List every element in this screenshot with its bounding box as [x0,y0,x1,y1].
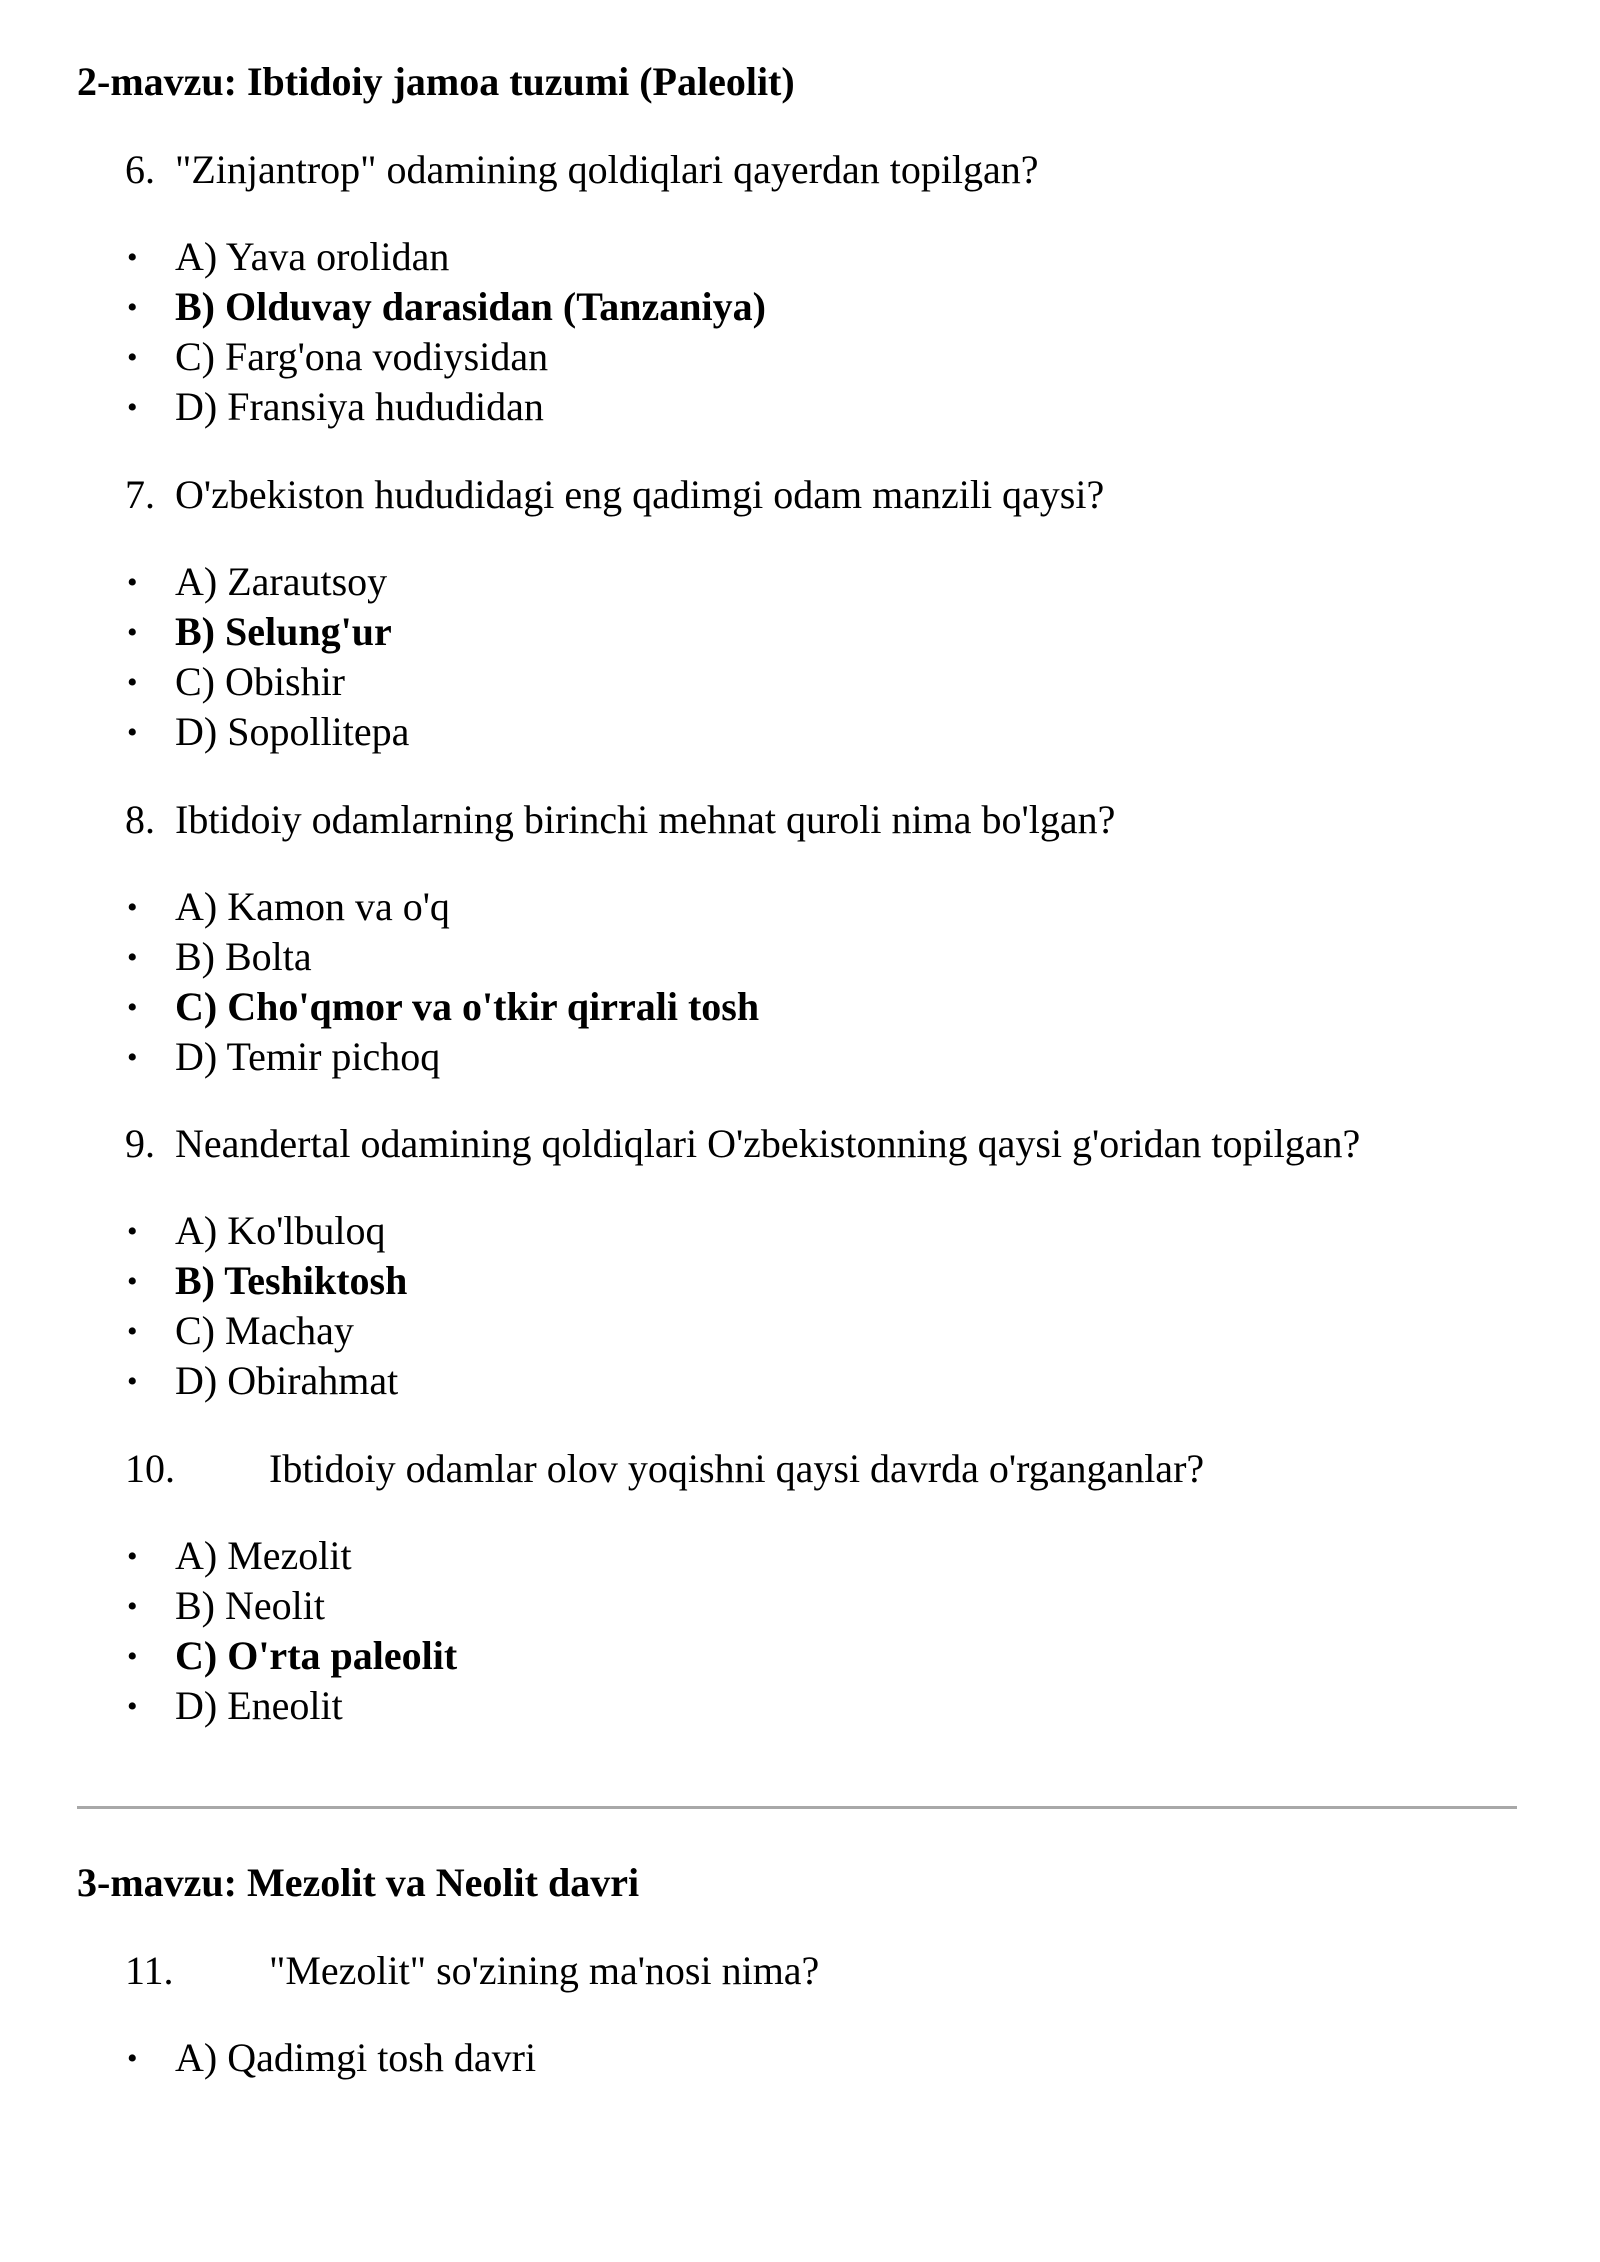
options-list-6 [125,232,766,432]
horizontal-divider [77,1806,1517,1809]
bullet-icon: • [127,991,138,1024]
bullet-icon: • [127,241,138,274]
bullet-icon: • [127,2042,138,2075]
bullet-icon: • [127,1590,138,1623]
option-text: A) Zarautsoy [175,559,388,604]
option-item-correct [125,607,409,657]
option-text: C) Cho'qmor va o'tkir qirrali tosh [175,984,760,1029]
option-item-correct [125,1256,407,1306]
option-text: A) Kamon va o'q [175,884,450,929]
bullet-icon: • [127,1215,138,1248]
question-number: 8. [125,797,155,842]
option-item [125,1306,407,1356]
bullet-icon: • [127,716,138,749]
options-list-10 [125,1531,457,1731]
option-item [125,932,759,982]
option-item [125,882,759,932]
bullet-icon: • [127,1690,138,1723]
question-number: 6. [125,147,155,192]
bullet-icon: • [127,891,138,924]
option-text: B) Bolta [175,934,312,979]
option-text: B) Teshiktosh [175,1258,408,1303]
question-number: 11. [125,1948,174,1993]
option-text: A) Ko'lbuloq [175,1208,386,1253]
question-text: Ibtidoiy odamlar olov yoqishni qaysi davrda o'rganganlar? [269,1446,1205,1491]
option-item [125,707,409,757]
question-number: 10. [125,1446,175,1491]
bullet-icon: • [127,1365,138,1398]
question-7 [125,471,1104,519]
option-item [125,557,409,607]
bullet-icon: • [127,666,138,699]
option-text: A) Yava orolidan [175,234,450,279]
option-item [125,382,766,432]
option-text: C) Obishir [175,659,345,704]
bullet-icon: • [127,941,138,974]
option-text: C) O'rta paleolit [175,1633,458,1678]
bullet-icon: • [127,616,138,649]
option-item [125,232,766,282]
section-title-3: 3-mavzu: Mezolit va Neolit davri [77,1860,640,1905]
bullet-icon: • [127,1265,138,1298]
bullet-icon: • [127,1315,138,1348]
bullet-icon: • [127,291,138,324]
option-text: D) Temir pichoq [175,1034,441,1079]
option-item [125,1032,759,1082]
question-10 [125,1445,1204,1493]
bullet-icon: • [127,341,138,374]
option-text: A) Qadimgi tosh davri [175,2035,537,2080]
bullet-icon: • [127,566,138,599]
option-text: A) Mezolit [175,1533,352,1578]
options-list-9 [125,1206,407,1406]
question-6 [125,146,1039,194]
option-text: B) Selung'ur [175,609,392,654]
option-item [125,332,766,382]
bullet-icon: • [127,1540,138,1573]
bullet-icon: • [127,1640,138,1673]
question-text: "Mezolit" so'zining ma'nosi nima? [269,1948,820,1993]
option-item [125,2033,536,2083]
section-title-2: 2-mavzu: Ibtidoiy jamoa tuzumi (Paleolit) [77,59,795,104]
question-8 [125,796,1115,844]
bullet-icon: • [127,391,138,424]
question-number: 7. [125,472,155,517]
option-text: D) Obirahmat [175,1358,399,1403]
option-item [125,657,409,707]
options-list-11 [125,2033,536,2083]
option-text: D) Eneolit [175,1683,343,1728]
question-text: Ibtidoiy odamlarning birinchi mehnat quroli nima bo'lgan? [175,797,1116,842]
option-item-correct [125,982,759,1032]
option-item [125,1356,407,1406]
options-list-8 [125,882,759,1082]
question-text: Neandertal odamining qoldiqlari O'zbekistonning qaysi g'oridan topilgan? [175,1121,1361,1166]
question-11 [125,1947,819,1995]
option-text: C) Machay [175,1308,354,1353]
bullet-icon: • [127,1041,138,1074]
options-list-7 [125,557,409,757]
option-text: C) Farg'ona vodiysidan [175,334,549,379]
question-text: O'zbekiston hududidagi eng qadimgi odam manzili qaysi? [175,472,1105,517]
question-text: "Zinjantrop" odamining qoldiqlari qayerdan topilgan? [175,147,1039,192]
option-item [125,1681,457,1731]
question-9 [125,1120,1360,1168]
option-text: B) Olduvay darasidan (Tanzaniya) [175,284,766,329]
option-text: B) Neolit [175,1583,325,1628]
option-text: D) Fransiya hududidan [175,384,544,429]
option-item-correct [125,1631,457,1681]
option-item [125,1531,457,1581]
question-number: 9. [125,1121,155,1166]
option-item-correct [125,282,766,332]
option-item [125,1581,457,1631]
option-item [125,1206,407,1256]
option-text: D) Sopollitepa [175,709,410,754]
